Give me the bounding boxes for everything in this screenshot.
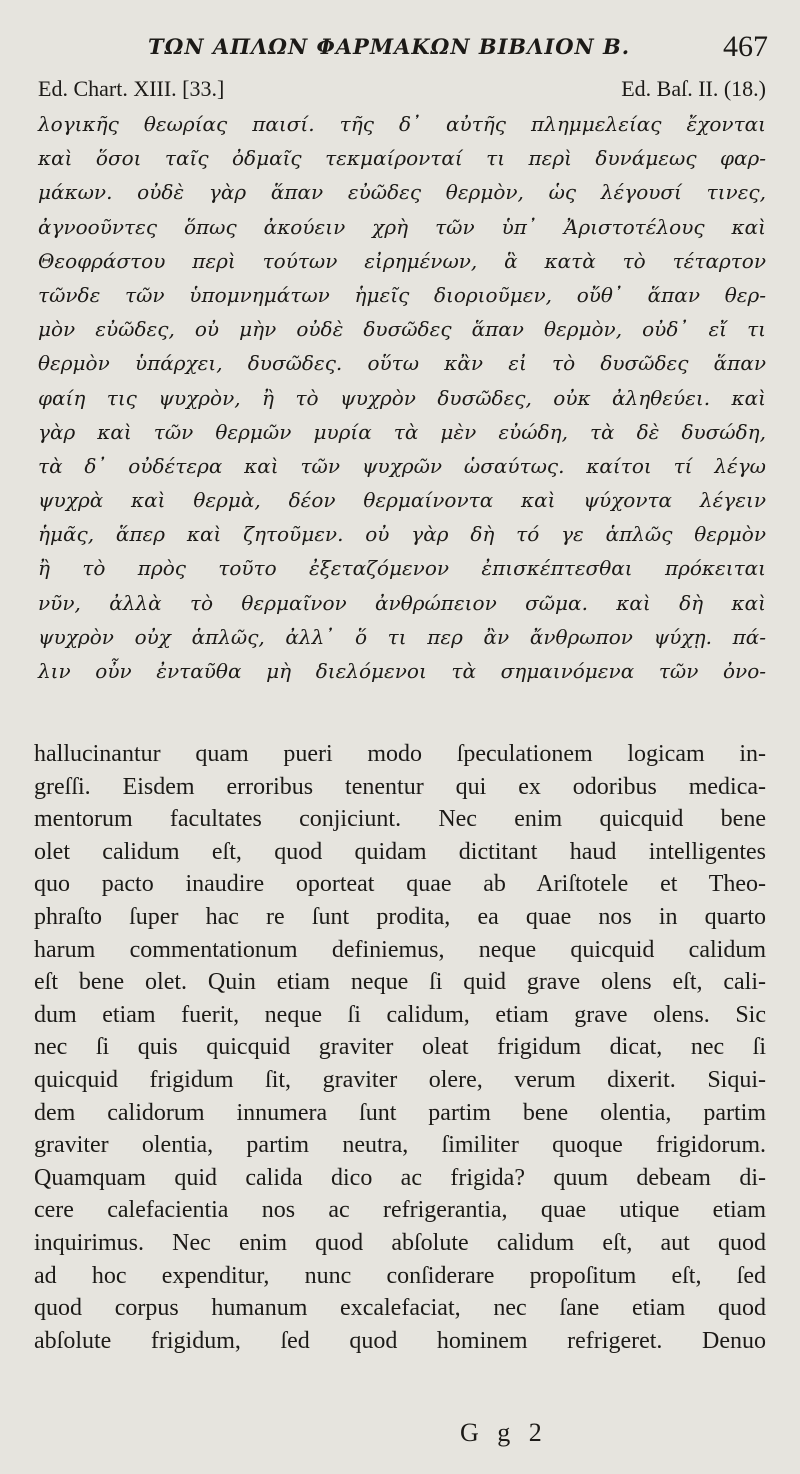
latin-text-line: quo pacto inaudire oporteat quae ab Ariſtotele et Theo- [34, 871, 766, 898]
greek-text-line: τὰ δ᾽ οὐδέτερα καὶ τῶν ψυχρῶν ὡσαύτως. καίτοι τί λέγω [38, 453, 766, 478]
greek-text-line: καὶ ὅσοι ταῖς ὀδμαῖς τεκμαίρονταί τι περὶ δυνάμεως φαρ- [38, 146, 766, 171]
latin-text-line: greſſi. Eisdem erroribus tenentur qui ex odoribus medica- [34, 773, 766, 800]
greek-text-line: ἀγνοοῦντες ὅπως ἀκούειν χρὴ τῶν ὑπ᾽ Ἀριστοτέλους καὶ [38, 214, 766, 239]
latin-text-line: dum etiam fuerit, neque ſi calidum, etiam grave olens. Sic [34, 1001, 766, 1028]
latin-text-line: inquirimus. Nec enim quod abſolute calidum eſt, aut quod [34, 1229, 766, 1256]
edition-reference-chartier: Ed. Chart. XIII. [33.] [38, 76, 225, 101]
latin-text-line: phraſto ſuper hac re ſunt prodita, ea quae nos in quarto [34, 903, 766, 930]
greek-text-line: μάκων. οὐδὲ γὰρ ἅπαν εὐῶδες θερμὸν, ὡς λέγουσί τινες, [38, 180, 766, 205]
latin-text-line: cere calefacientia nos ac refrigerantia, quae utique etiam [34, 1197, 766, 1224]
latin-text-line: Quamquam quid calida dico ac frigida? quum debeam di- [34, 1164, 766, 1191]
greek-text-line: λογικῆς θεωρίας παισί. τῆς δ᾽ αὐτῆς πλημμελείας ἔχονται [38, 112, 766, 136]
greek-text-line: ψυχρὰ καὶ θερμὰ, δέον θερμαίνοντα καὶ ψύχοντα λέγειν [38, 488, 766, 513]
running-title: ΤΩΝ ΑΠΛΩΝ ΦΑΡΜΑΚΩΝ ΒΙΒΛΙΟΝ Β. [148, 34, 631, 59]
latin-text-line: abſolute frigidum, ſed quod hominem refrigeret. Denuo [34, 1327, 766, 1354]
running-head [0, 30, 800, 66]
edition-references [38, 76, 766, 104]
page-number: 467 [723, 30, 768, 63]
latin-text-line: ad hoc expenditur, nunc conſiderare propoſitum eſt, ſed [34, 1262, 766, 1289]
latin-text-line: olet calidum eſt, quod quidam dictitant haud intelligentes [34, 838, 766, 865]
greek-text-line: ψυχρὸν οὐχ ἁπλῶς, ἀλλ᾽ ὅ τι περ ἂν ἄνθρωπον ψύχῃ. πά- [38, 624, 766, 649]
greek-text-line: θερμὸν ὑπάρχει, δυσῶδες. οὕτω κἂν εἰ τὸ δυσῶδες ἅπαν [38, 351, 766, 376]
greek-text-line: ἢ τὸ πρὸς τοῦτο ἐξεταζόμενον ἐπισκέπτεσθαι πρόκειται [38, 556, 766, 581]
greek-text-line: φαίη τις ψυχρὸν, ἢ τὸ ψυχρὸν δυσῶδες, οὐκ ἀληθεύει. καὶ [38, 385, 766, 410]
latin-text-line: quod corpus humanum excalefaciat, nec ſane etiam quod [34, 1295, 766, 1322]
greek-text-line: λιν οὖν ἐνταῦθα μὴ διελόμενοι τὰ σημαινόμενα τῶν ὀνο- [38, 659, 766, 683]
latin-text-line: quicquid frigidum ſit, graviter olere, verum dixerit. Siqui- [34, 1066, 766, 1093]
latin-text-line: hallucinantur quam pueri modo ſpeculationem logicam in- [34, 741, 766, 767]
greek-text-line: ἡμᾶς, ἅπερ καὶ ζητοῦμεν. οὐ γὰρ δὴ τό γε ἁπλῶς θερμὸν [38, 522, 766, 547]
greek-text-line: νῦν, ἀλλὰ τὸ θερμαῖνον ἀνθρώπειον σῶμα. καὶ δὴ καὶ [38, 590, 766, 615]
latin-text-line: dem calidorum innumera ſunt partim bene olentia, partim [34, 1099, 766, 1126]
latin-text-line: graviter olentia, partim neutra, ſimiliter quoque frigidorum. [34, 1132, 766, 1159]
latin-text-line: eſt bene olet. Quin etiam neque ſi quid grave olens eſt, cali- [34, 969, 766, 996]
edition-reference-basel: Ed. Baſ. II. (18.) [621, 76, 766, 101]
greek-text-line: μὸν εὐῶδες, οὐ μὴν οὐδὲ δυσῶδες ἅπαν θερμὸν, οὐδ᾽ εἴ τι [38, 317, 766, 342]
latin-text-line: nec ſi quis quicquid graviter oleat frigidum dicat, nec ſi [34, 1034, 766, 1061]
latin-text-block [34, 738, 766, 1357]
latin-text-line: harum commentationum definiemus, neque quicquid calidum [34, 936, 766, 963]
greek-text-line: Θεοφράστου περὶ τούτων εἰρημένων, ἃ κατὰ τὸ τέταρτον [38, 248, 766, 273]
greek-text-block [38, 107, 766, 688]
latin-text-line: mentorum facultates conjiciunt. Nec enim quicquid bene [34, 806, 766, 833]
greek-text-line: τῶνδε τῶν ὑπομνημάτων ἡμεῖς διοριοῦμεν, οὔθ᾽ ἅπαν θερ- [38, 282, 766, 307]
greek-text-line: γὰρ καὶ τῶν θερμῶν μυρία τὰ μὲν εὐώδη, τὰ δὲ δυσώδη, [38, 419, 766, 444]
signature-mark: G g 2 [460, 1418, 548, 1447]
